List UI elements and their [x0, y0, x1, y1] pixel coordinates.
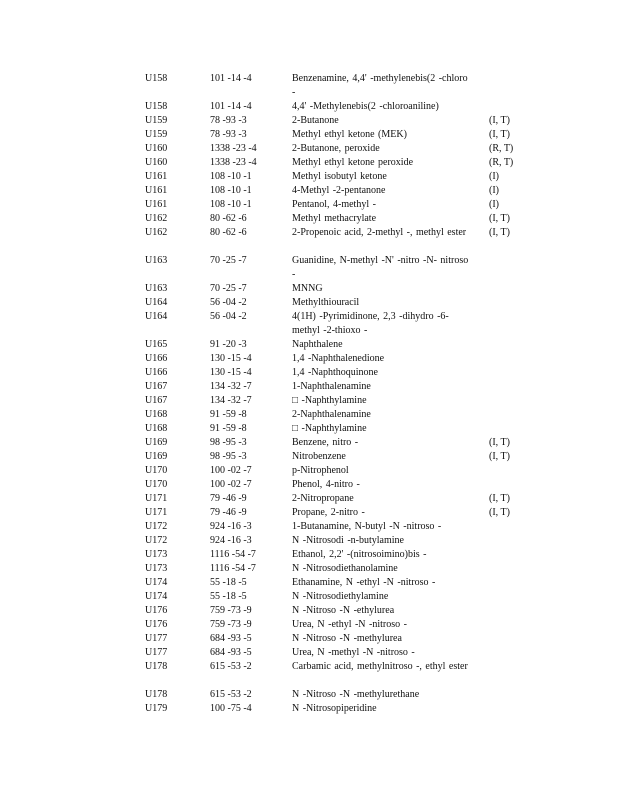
chemical-name: N -Nitrosodi -n-butylamine: [292, 535, 404, 546]
table-row: [0, 310, 618, 338]
cas-number: 134 -32 -7: [210, 395, 252, 406]
waste-code: U160: [145, 157, 168, 168]
table-row: [0, 226, 618, 254]
table-row: [0, 282, 618, 296]
chemical-name: Urea, N -ethyl -N -nitroso -: [292, 619, 407, 630]
cas-number: 684 -93 -5: [210, 633, 252, 644]
table-row: [0, 296, 618, 310]
table-row: [0, 352, 618, 366]
cas-number: 70 -25 -7: [210, 255, 247, 266]
chemical-name: Ethanamine, N -ethyl -N -nitroso -: [292, 577, 436, 588]
chemical-name: Guanidine, N-methyl -N' -nitro -N- nitroso -: [292, 255, 469, 280]
chemical-name: 1,4 -Naphthoquinone: [292, 367, 378, 378]
chemical-name: Methyl ethyl ketone (MEK): [292, 129, 407, 140]
table-row: [0, 394, 618, 408]
table-row: [0, 660, 618, 688]
waste-code: U179: [145, 703, 168, 714]
table-row: [0, 478, 618, 492]
table-row: [0, 492, 618, 506]
waste-code: U172: [145, 521, 168, 532]
hazard-code: (I, T): [489, 507, 510, 518]
waste-code: U160: [145, 143, 168, 154]
waste-code: U172: [145, 535, 168, 546]
waste-code: U161: [145, 185, 168, 196]
cas-number: 79 -46 -9: [210, 493, 247, 504]
chemical-name: Methyl methacrylate: [292, 213, 377, 224]
cas-number: 130 -15 -4: [210, 353, 252, 364]
waste-code: U173: [145, 563, 168, 574]
waste-code: U168: [145, 409, 168, 420]
table-row: [0, 576, 618, 590]
waste-code: U158: [145, 101, 168, 112]
waste-code: U174: [145, 591, 168, 602]
cas-number: 80 -62 -6: [210, 227, 247, 238]
chemical-name: 2-Naphthalenamine: [292, 409, 371, 420]
table-row: [0, 198, 618, 212]
waste-code: U178: [145, 661, 168, 672]
hazard-code: (I, T): [489, 493, 510, 504]
chemical-name: N -Nitrosodiethanolamine: [292, 563, 398, 574]
cas-number: 108 -10 -1: [210, 199, 252, 210]
waste-code: U177: [145, 647, 168, 658]
waste-code: U176: [145, 619, 168, 630]
chemical-name: MNNG: [292, 283, 323, 294]
chemical-name: N -Nitrosodiethylamine: [292, 591, 389, 602]
table-row: [0, 380, 618, 394]
cas-number: 134 -32 -7: [210, 381, 252, 392]
table-row: [0, 506, 618, 520]
waste-code: U167: [145, 381, 168, 392]
cas-number: 100 -75 -4: [210, 703, 252, 714]
cas-number: 78 -93 -3: [210, 129, 247, 140]
cas-number: 130 -15 -4: [210, 367, 252, 378]
table-row: [0, 212, 618, 226]
table-row: [0, 128, 618, 142]
waste-code: U159: [145, 129, 168, 140]
chemical-name: 4-Methyl -2-pentanone: [292, 185, 386, 196]
cas-number: 70 -25 -7: [210, 283, 247, 294]
cas-number: 924 -16 -3: [210, 521, 252, 532]
cas-number: 80 -62 -6: [210, 213, 247, 224]
chemical-name: N -Nitroso -N -methylurethane: [292, 689, 420, 700]
cas-number: 108 -10 -1: [210, 171, 252, 182]
waste-code: U168: [145, 423, 168, 434]
waste-code: U162: [145, 227, 168, 238]
table-row: [0, 548, 618, 562]
chemical-name: 1-Naphthalenamine: [292, 381, 371, 392]
waste-code: U159: [145, 115, 168, 126]
cas-number: 91 -59 -8: [210, 409, 247, 420]
table-row: [0, 184, 618, 198]
cas-number: 1338 -23 -4: [210, 143, 257, 154]
waste-code: U178: [145, 689, 168, 700]
waste-code: U163: [145, 283, 168, 294]
table-row: [0, 464, 618, 478]
cas-number: 615 -53 -2: [210, 661, 252, 672]
cas-number: 91 -59 -8: [210, 423, 247, 434]
hazardous-waste-table: [0, 72, 618, 716]
table-row: [0, 646, 618, 660]
table-row: [0, 422, 618, 436]
hazard-code: (I): [489, 199, 499, 210]
table-row: [0, 408, 618, 422]
cas-number: 98 -95 -3: [210, 451, 247, 462]
hazard-code: (R, T): [489, 143, 514, 154]
cas-number: 56 -04 -2: [210, 311, 247, 322]
chemical-name: N -Nitroso -N -methylurea: [292, 633, 402, 644]
hazard-code: (I, T): [489, 213, 510, 224]
cas-number: 101 -14 -4: [210, 101, 252, 112]
waste-code: U171: [145, 507, 168, 518]
cas-number: 1338 -23 -4: [210, 157, 257, 168]
chemical-name: Phenol, 4-nitro -: [292, 479, 360, 490]
table-row: [0, 366, 618, 380]
chemical-name: Carbamic acid, methylnitroso -, ethyl ester: [292, 661, 468, 672]
table-row: [0, 114, 618, 128]
chemical-name: Benzene, nitro -: [292, 437, 359, 448]
chemical-name: Nitrobenzene: [292, 451, 346, 462]
cas-number: 55 -18 -5: [210, 591, 247, 602]
table-row: [0, 436, 618, 450]
table-row: [0, 702, 618, 716]
table-row: [0, 520, 618, 534]
table-row: [0, 604, 618, 618]
waste-code: U164: [145, 311, 168, 322]
waste-code: U161: [145, 171, 168, 182]
table-row: [0, 170, 618, 184]
table-row: [0, 156, 618, 170]
waste-code: U163: [145, 255, 168, 266]
waste-code: U162: [145, 213, 168, 224]
waste-code: U170: [145, 465, 168, 476]
table-row: [0, 100, 618, 114]
cas-number: 78 -93 -3: [210, 115, 247, 126]
table-row: [0, 688, 618, 702]
cas-number: 684 -93 -5: [210, 647, 252, 658]
cas-number: 100 -02 -7: [210, 465, 252, 476]
waste-code: U166: [145, 367, 168, 378]
waste-code: U167: [145, 395, 168, 406]
chemical-name: 2-Propenoic acid, 2-methyl -, methyl ester: [292, 227, 467, 238]
chemical-name: Methyl ethyl ketone peroxide: [292, 157, 414, 168]
waste-code: U165: [145, 339, 168, 350]
chemical-name: 1-Butanamine, N-butyl -N -nitroso -: [292, 521, 442, 532]
cas-number: 759 -73 -9: [210, 619, 252, 630]
chemical-name: N -Nitroso -N -ethylurea: [292, 605, 395, 616]
waste-code: U161: [145, 199, 168, 210]
chemical-name: Methyl isobutyl ketone: [292, 171, 387, 182]
hazard-code: (I): [489, 185, 499, 196]
table-row: [0, 338, 618, 352]
hazard-code: (I, T): [489, 227, 510, 238]
cas-number: 1116 -54 -7: [210, 549, 256, 560]
cas-number: 100 -02 -7: [210, 479, 252, 490]
table-row: [0, 142, 618, 156]
table-row: [0, 590, 618, 604]
chemical-name: 4,4' -Methylenebis(2 -chloroaniline): [292, 101, 439, 112]
table-row: [0, 72, 618, 100]
cas-number: 79 -46 -9: [210, 507, 247, 518]
cas-number: 91 -20 -3: [210, 339, 247, 350]
table-row: [0, 632, 618, 646]
cas-number: 55 -18 -5: [210, 577, 247, 588]
cas-number: 615 -53 -2: [210, 689, 252, 700]
waste-code: U173: [145, 549, 168, 560]
chemical-name: 1,4 -Naphthalenedione: [292, 353, 385, 364]
cas-number: 98 -95 -3: [210, 437, 247, 448]
table-row: [0, 618, 618, 632]
chemical-name: Urea, N -methyl -N -nitroso -: [292, 647, 415, 658]
waste-code: U164: [145, 297, 168, 308]
chemical-name: 4(1H) -Pyrimidinone, 2,3 -dihydro -6- methyl -2-thioxo -: [292, 311, 449, 336]
chemical-name: 2-Nitropropane: [292, 493, 354, 504]
waste-code: U176: [145, 605, 168, 616]
table-row: [0, 562, 618, 576]
waste-code: U169: [145, 437, 168, 448]
chemical-name: p-Nitrophenol: [292, 465, 349, 476]
chemical-name: N -Nitrosopiperidine: [292, 703, 377, 714]
chemical-name: Benzenamine, 4,4' -methylenebis(2 -chloro -: [292, 73, 468, 98]
hazard-code: (I, T): [489, 451, 510, 462]
chemical-name: Pentanol, 4-methyl -: [292, 199, 376, 210]
cas-number: 108 -10 -1: [210, 185, 252, 196]
chemical-name: □ -Naphthylamine: [292, 423, 367, 434]
hazard-code: (I, T): [489, 437, 510, 448]
cas-number: 759 -73 -9: [210, 605, 252, 616]
hazard-code: (I, T): [489, 129, 510, 140]
hazard-code: (I): [489, 171, 499, 182]
hazard-code: (I, T): [489, 115, 510, 126]
waste-code: U170: [145, 479, 168, 490]
chemical-name: Methylthiouracil: [292, 297, 360, 308]
waste-code: U169: [145, 451, 168, 462]
cas-number: 56 -04 -2: [210, 297, 247, 308]
waste-code: U158: [145, 73, 168, 84]
table-row: [0, 450, 618, 464]
chemical-name: Propane, 2-nitro -: [292, 507, 365, 518]
chemical-name: 2-Butanone: [292, 115, 339, 126]
waste-code: U166: [145, 353, 168, 364]
waste-code: U171: [145, 493, 168, 504]
chemical-name: 2-Butanone, peroxide: [292, 143, 380, 154]
waste-code: U174: [145, 577, 168, 588]
chemical-name: Ethanol, 2,2' -(nitrosoimino)bis -: [292, 549, 427, 560]
chemical-name: □ -Naphthylamine: [292, 395, 367, 406]
cas-number: 101 -14 -4: [210, 73, 252, 84]
cas-number: 924 -16 -3: [210, 535, 252, 546]
cas-number: 1116 -54 -7: [210, 563, 256, 574]
waste-code: U177: [145, 633, 168, 644]
table-row: [0, 254, 618, 282]
hazard-code: (R, T): [489, 157, 514, 168]
chemical-name: Naphthalene: [292, 339, 343, 350]
table-row: [0, 534, 618, 548]
